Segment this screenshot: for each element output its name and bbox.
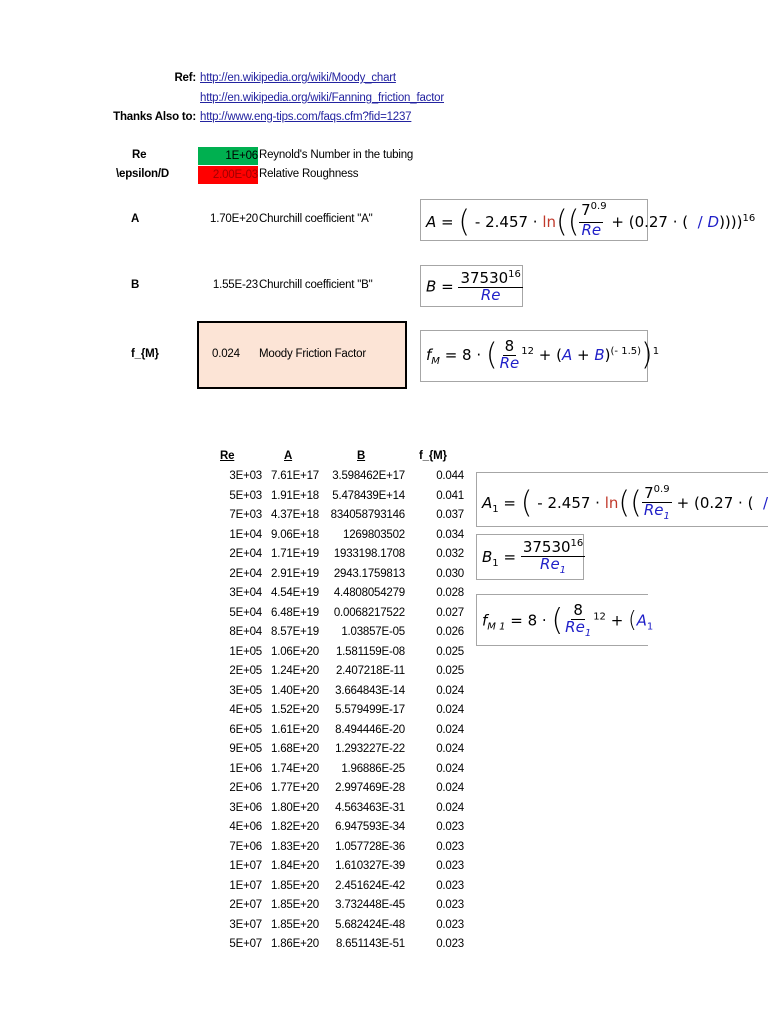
equation-a1: $A_1$ = ( - 2.457 · ln(( $\frac{7^{0.9}}{Re_1}$ + (0.27 · ( /: [476, 472, 768, 527]
cell-b: 834058793146: [330, 509, 405, 521]
cell-fm: 0.024: [436, 801, 464, 814]
cell-a: 1.74E+20: [271, 762, 319, 775]
cell-re: 4E+05: [229, 704, 262, 716]
cell-re: 5E+04: [229, 606, 262, 619]
cell-a: 1.40E+20: [271, 684, 319, 697]
cell-a: 7.61E+17: [271, 470, 319, 482]
header-a: A: [284, 450, 293, 462]
table-col-a: [262, 467, 319, 955]
cell-a: 1.61E+20: [271, 723, 319, 736]
cell-re: 3E+05: [229, 684, 262, 697]
cell-fm: 0.024: [436, 723, 464, 736]
cell-fm: 0.041: [436, 489, 464, 502]
a-value: 1.70E+20: [210, 213, 258, 225]
cell-fm: 0.024: [436, 704, 464, 716]
cell-fm: 0.044: [436, 470, 464, 482]
cell-re: 3E+06: [229, 801, 262, 814]
epsilon-description: Relative Roughness: [259, 168, 359, 180]
re-label: Re: [132, 149, 147, 161]
cell-b: 1269803502: [343, 528, 405, 541]
cell-fm: 0.023: [436, 918, 464, 931]
cell-re: 3E+07: [229, 918, 262, 931]
re-description: Reynold's Number in the tubing: [259, 149, 414, 161]
cell-re: 1E+06: [229, 762, 262, 775]
cell-a: 2.91E+19: [271, 567, 319, 580]
cell-re: 7E+03: [229, 509, 262, 521]
cell-fm: 0.025: [436, 645, 464, 658]
cell-b: 1.03857E-05: [341, 626, 405, 638]
eng-tips-link[interactable]: http://www.eng-tips.com/faqs.cfm?fid=1237: [200, 111, 412, 123]
epsilon-input-cell[interactable]: 2.00E-03: [198, 166, 258, 184]
cell-fm: 0.024: [436, 782, 464, 794]
cell-fm: 0.030: [436, 567, 464, 580]
cell-a: 1.85E+20: [271, 918, 319, 931]
cell-a: 1.24E+20: [271, 665, 319, 677]
cell-b: 1.610327E-39: [335, 860, 405, 872]
cell-b: 1933198.1708: [333, 548, 405, 560]
cell-a: 9.06E+18: [271, 528, 319, 541]
cell-fm: 0.026: [436, 626, 464, 638]
cell-b: 3.598462E+17: [332, 470, 405, 482]
cell-fm: 0.028: [436, 587, 464, 599]
cell-re: 3E+04: [229, 587, 262, 599]
cell-b: 3.732448E-45: [335, 899, 405, 911]
header-b: B: [357, 450, 366, 462]
cell-fm: 0.034: [436, 528, 464, 541]
cell-a: 1.77E+20: [271, 782, 319, 794]
cell-fm: 0.023: [436, 879, 464, 892]
equation-fm: $f_M = 8$ · ( $\frac{8}{Re}$ $^{12} + (A + B)^{(- 1.5)})^1$: [420, 330, 648, 382]
cell-re: 1E+04: [229, 528, 262, 541]
header-fm: f_{M}: [419, 450, 447, 462]
cell-re: 2E+07: [229, 899, 262, 911]
table-col-re: [212, 467, 262, 955]
re-input-cell[interactable]: 1E+06: [198, 147, 258, 165]
cell-fm: 0.023: [436, 899, 464, 911]
epsilon-label: \epsilon/D: [116, 168, 169, 180]
cell-b: 0.0068217522: [333, 606, 405, 619]
cell-a: 1.52E+20: [271, 704, 319, 716]
a-label: A: [131, 213, 140, 225]
cell-a: 1.83E+20: [271, 840, 319, 853]
cell-fm: 0.024: [436, 762, 464, 775]
cell-a: 4.54E+19: [271, 587, 319, 599]
table-col-b: [319, 467, 405, 955]
cell-b: 2943.1759813: [333, 567, 405, 580]
equation-b: B = $\frac{37530^{16}}{Re}$: [420, 265, 523, 307]
cell-b: 2.407218E-11: [335, 665, 405, 677]
cell-b: 4.563463E-31: [335, 801, 405, 814]
cell-re: 1E+07: [229, 860, 262, 872]
cell-a: 8.57E+19: [271, 626, 319, 638]
cell-re: 6E+05: [229, 723, 262, 736]
cell-b: 1.057728E-36: [335, 840, 405, 853]
cell-a: 1.06E+20: [271, 645, 319, 658]
cell-fm: 0.027: [436, 606, 464, 619]
cell-b: 5.478439E+14: [332, 489, 405, 502]
fanning-friction-link[interactable]: http://en.wikipedia.org/wiki/Fanning_friction_factor: [200, 92, 445, 104]
cell-b: 5.682424E-48: [335, 918, 405, 931]
thanks-label: Thanks Also to:: [113, 111, 196, 123]
cell-a: 1.68E+20: [271, 743, 319, 755]
cell-re: 2E+04: [229, 567, 262, 580]
cell-a: 1.91E+18: [271, 489, 319, 502]
equation-fm1: $f_{M 1} = 8$ · ( $\frac{8}{Re_1}$ $^{12} + (A_1$: [476, 594, 648, 646]
moody-chart-link[interactable]: http://en.wikipedia.org/wiki/Moody_chart: [200, 72, 396, 84]
cell-a: 6.48E+19: [271, 606, 319, 619]
fm-value: 0.024: [212, 348, 240, 360]
a-description: Churchill coefficient "A": [259, 213, 373, 225]
cell-b: 5.579499E-17: [335, 704, 405, 716]
cell-re: 3E+03: [229, 470, 262, 482]
ref-label: Ref:: [174, 72, 196, 84]
cell-b: 4.4808054279: [333, 587, 405, 599]
cell-b: 1.293227E-22: [335, 743, 405, 755]
cell-re: 5E+07: [229, 938, 262, 950]
cell-re: 8E+04: [229, 626, 262, 638]
b-label: B: [131, 279, 140, 291]
fm-description: Moody Friction Factor: [259, 348, 366, 360]
cell-re: 2E+04: [229, 548, 262, 560]
cell-re: 2E+06: [229, 782, 262, 794]
cell-re: 4E+06: [229, 821, 262, 833]
cell-a: 4.37E+18: [271, 509, 319, 521]
cell-a: 1.84E+20: [271, 860, 319, 872]
cell-b: 1.581159E-08: [335, 645, 405, 658]
equation-a: A = ( - 2.457 · ln(( Re $7^{0.9} + (0.27$ · ( / D))))$^{16}$: [420, 199, 648, 241]
cell-a: 1.85E+20: [271, 879, 319, 892]
cell-b: 2.997469E-28: [335, 782, 405, 794]
cell-re: 1E+05: [229, 645, 262, 658]
cell-re: 5E+03: [229, 489, 262, 502]
cell-b: 2.451624E-42: [335, 879, 405, 892]
cell-b: 1.96886E-25: [341, 762, 405, 775]
cell-a: 1.85E+20: [271, 899, 319, 911]
header-re: Re: [220, 450, 235, 462]
cell-re: 7E+06: [229, 840, 262, 853]
cell-fm: 0.024: [436, 684, 464, 697]
cell-fm: 0.023: [436, 821, 464, 833]
cell-b: 3.664843E-14: [335, 684, 405, 697]
cell-fm: 0.037: [436, 509, 464, 521]
b-description: Churchill coefficient "B": [259, 279, 373, 291]
cell-re: 1E+07: [229, 879, 262, 892]
cell-fm: 0.025: [436, 665, 464, 677]
table-col-fm: [405, 467, 464, 955]
cell-fm: 0.023: [436, 860, 464, 872]
equation-b1: $B_1$ = $\frac{37530^{16}}{Re_1}$: [476, 534, 584, 580]
cell-fm: 0.032: [436, 548, 464, 560]
cell-a: 1.71E+19: [271, 548, 319, 560]
fm-label: f_{M}: [131, 348, 159, 360]
cell-re: 9E+05: [229, 743, 262, 755]
cell-a: 1.80E+20: [271, 801, 319, 814]
cell-fm: 0.023: [436, 840, 464, 853]
cell-b: 8.494446E-20: [335, 723, 405, 736]
cell-a: 1.82E+20: [271, 821, 319, 833]
b-value: 1.55E-23: [212, 279, 258, 291]
cell-b: 6.947593E-34: [335, 821, 405, 833]
cell-fm: 0.023: [436, 938, 464, 950]
cell-a: 1.86E+20: [271, 938, 319, 950]
cell-re: 2E+05: [229, 665, 262, 677]
cell-b: 8.651143E-51: [335, 938, 405, 950]
cell-fm: 0.024: [436, 743, 464, 755]
